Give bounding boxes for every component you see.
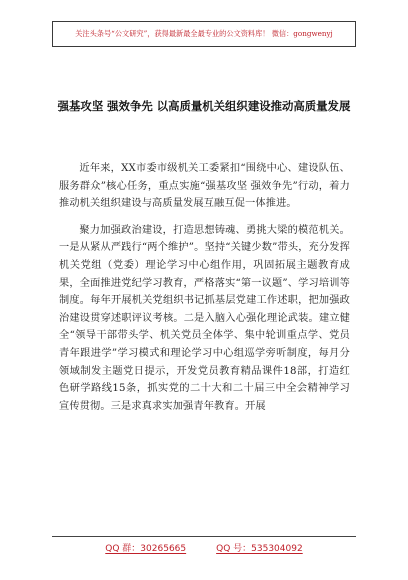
body-paragraph: 近年来，XX市委市级机关工委紧扣“围绕中心、建设队伍、服务群众”核心任务，重点实施“强基攻坚 强效争先”行动，着力推动机关组织建设与高质量发展互融互促一体推进。: [59, 163, 350, 210]
body-paragraph: 聚力加强政治建设，打造思想铸魂、勇挑大梁的模范机关。一是从紧从严践行“两个维护”。坚持“关键少数”带头，充分发挥机关党组（党委）理论学习中心组作用，巩固拓展主题教育成果，全面推进党纪学习教育，严格落实“第一议题”、学习培训等制度。每年开展机关党组织书记抓基层党建工作述职，把加强政治建设贯穿述职评议考核。二是入脑入心强化理论武装。建立健全“领导干部带头学、机关党员全体学、集中轮训重点学、党员青年跟进学”学习模式和理论学习中心组巡学旁听制度，每月分领域制发主题党日提示，开发党员教育精品课件18部，打造红色研学路线15条，抓实党的二十大和二十届三中全会精神学习宣传贯彻。三是求真求实加强青年教育。开展: [59, 224, 350, 412]
document-title: 强基攻坚 强效争先 以高质量机关组织建设推动高质量发展: [57, 99, 351, 113]
document-body: [59, 160, 350, 424]
qq-group-link[interactable]: QQ 群：30265665: [105, 544, 187, 554]
header-banner: 关注头条号“公文研究”，获得最新最全最专业的公文资料库！ 微信：gongwenyj: [52, 21, 356, 47]
qq-number-link[interactable]: QQ 号：535304092: [216, 544, 303, 554]
footer: [52, 536, 356, 554]
